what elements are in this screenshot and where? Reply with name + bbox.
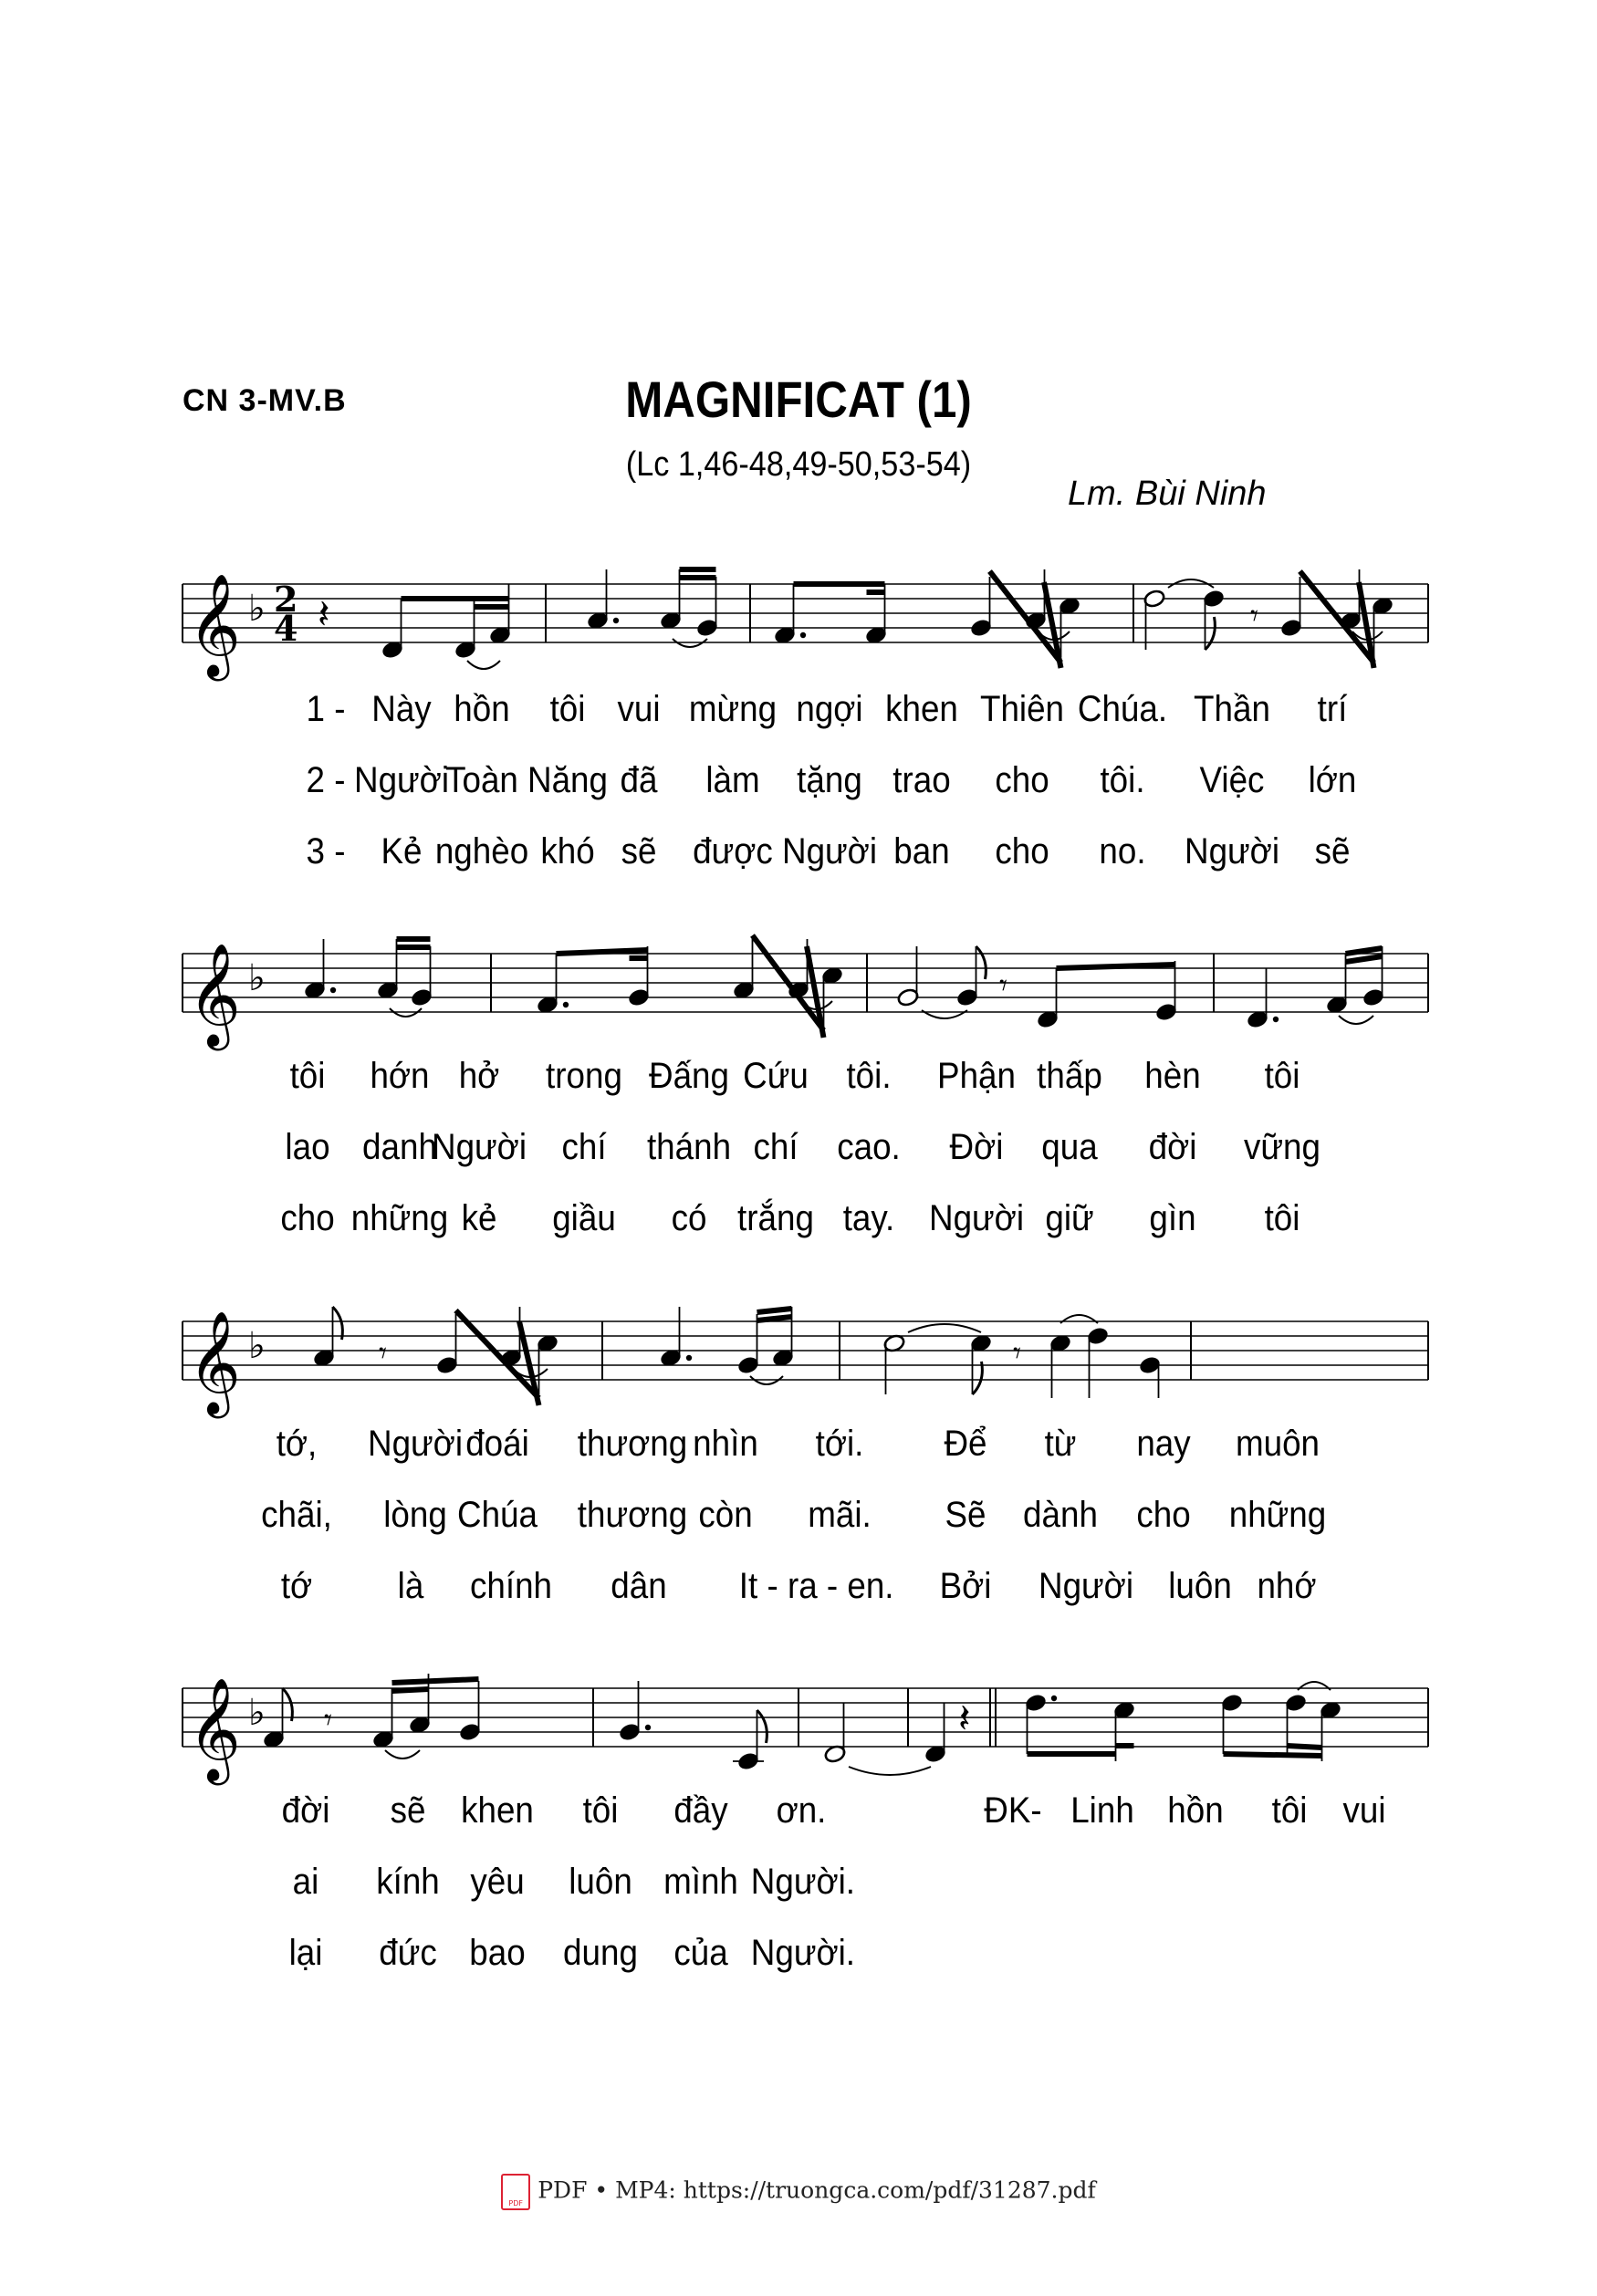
key-flat-icon: ♭ — [248, 1692, 266, 1734]
lyric-syllable: khen — [885, 689, 958, 729]
lyric-syllable: giữ — [1045, 1198, 1094, 1238]
note-flag — [333, 1307, 343, 1340]
lyric-syllable: những — [1228, 1495, 1327, 1535]
lyric-syllable: trao — [892, 760, 951, 800]
lyric-syllable: đời — [1148, 1127, 1197, 1167]
lyric-syllable: vui — [617, 689, 661, 729]
lyric-syllable: 1 - — [306, 689, 346, 729]
beam — [1346, 956, 1383, 962]
eighth-rest-icon: 𝄾 — [1013, 1335, 1022, 1372]
lyric-syllable: cho — [995, 760, 1049, 800]
lyric-syllable: Người — [1039, 1566, 1133, 1606]
key-flat-icon: ♭ — [248, 957, 266, 999]
lyric-syllable: Năng — [527, 760, 608, 800]
lyric-syllable: Người — [929, 1198, 1024, 1238]
treble-clef-icon: 𝄞 — [188, 1310, 241, 1414]
lyric-syllable: hồn — [454, 689, 510, 729]
lyric-syllable: từ — [1044, 1424, 1077, 1464]
lyric-syllable: chính — [469, 1566, 553, 1606]
time-signature-bottom: 4 — [274, 608, 298, 649]
beam — [1346, 948, 1383, 954]
lyric-syllable: hồn — [1167, 1790, 1224, 1831]
lyric-syllable: mình — [663, 1862, 738, 1902]
lyric-syllable: trí — [1317, 689, 1348, 729]
lyric-syllable: khen — [461, 1790, 534, 1831]
lyric-syllable: ai — [292, 1862, 319, 1902]
lyric-syllable: no. — [1099, 831, 1146, 871]
lyric-syllable: Đời — [949, 1127, 1004, 1167]
note-flag — [757, 1710, 767, 1743]
lyric-syllable: Thần — [1194, 689, 1270, 729]
lyric-syllable: chí — [753, 1127, 798, 1167]
lyric-syllable: ơn. — [776, 1790, 827, 1831]
lyric-syllable: tay. — [842, 1198, 895, 1238]
key-flat-icon: ♭ — [248, 1325, 266, 1367]
lyric-syllable: ngợi — [796, 689, 863, 729]
lyric-syllable: tôi — [1264, 1198, 1300, 1238]
lyric-syllable: tôi — [1271, 1790, 1308, 1831]
lyric-syllable: mừng — [688, 689, 778, 729]
lyric-syllable: Bởi — [939, 1566, 992, 1606]
lyric-syllable: dân — [611, 1566, 667, 1606]
lyric-syllable: gìn — [1149, 1198, 1196, 1238]
footer-text: PDF • MP4: https://truongca.com/pdf/31287.pdf — [538, 2176, 1096, 2204]
lyric-syllable: Người — [368, 1424, 463, 1464]
lyric-syllable: tôi — [582, 1790, 619, 1831]
lyric-syllable: làm — [705, 760, 760, 800]
lyric-syllable: Cứu — [743, 1056, 809, 1096]
note-flag — [1206, 617, 1216, 650]
pdf-icon: PDF — [501, 2174, 530, 2210]
lyric-syllable: tới. — [815, 1424, 864, 1464]
lyric-syllable: qua — [1041, 1127, 1098, 1167]
lyric-syllable: tớ — [280, 1566, 313, 1606]
beam — [757, 1309, 792, 1312]
lyric-syllable: lòng — [383, 1495, 447, 1535]
tie-slur — [467, 661, 500, 669]
lyric-syllable: Đấng — [649, 1056, 729, 1096]
lyric-syllable: Kẻ — [381, 831, 423, 871]
lyric-syllable: bao — [469, 1933, 526, 1973]
lyric-syllable: tôi — [1264, 1056, 1300, 1096]
lyric-syllable: cho — [995, 831, 1049, 871]
staff-system-2 — [0, 917, 1597, 1063]
lyric-syllable: danh — [362, 1127, 437, 1167]
lyric-syllable: những — [350, 1198, 449, 1238]
lyric-syllable: trắng — [737, 1198, 814, 1238]
lyric-syllable: mãi. — [808, 1495, 872, 1535]
lyric-syllable: 2 - — [306, 760, 346, 800]
beam — [519, 1321, 539, 1405]
lyric-syllable: được — [693, 831, 773, 871]
tie-slur — [908, 1324, 981, 1332]
lyric-syllable: Người. — [750, 1933, 856, 1973]
note-dot — [1273, 1017, 1279, 1022]
song-title: MAGNIFICAT (1) — [625, 370, 972, 428]
lyric-syllable: Này — [371, 689, 432, 729]
treble-clef-icon: 𝄞 — [188, 573, 241, 677]
lyric-syllable: Người — [432, 1127, 527, 1167]
lyric-syllable: dành — [1023, 1495, 1098, 1535]
lyric-syllable: có — [671, 1198, 707, 1238]
treble-clef-icon: 𝄞 — [188, 943, 241, 1047]
note-dot — [1051, 1696, 1057, 1701]
lyric-syllable: là — [397, 1566, 424, 1606]
song-code: CN 3-MV.B — [183, 383, 347, 418]
lyric-syllable: Thiên — [979, 689, 1065, 729]
note-dot — [800, 632, 806, 638]
lyric-syllable: sẽ — [390, 1790, 426, 1831]
lyric-syllable: tớ, — [276, 1424, 318, 1464]
staff-system-1 — [0, 548, 1597, 694]
note-dot — [563, 1002, 569, 1007]
lyric-syllable: tôi — [549, 689, 586, 729]
beam — [392, 1689, 429, 1691]
lyric-syllable: đã — [620, 760, 658, 800]
lyric-syllable: tôi. — [1100, 760, 1145, 800]
eighth-rest-icon: 𝄾 — [324, 1702, 333, 1738]
beam — [807, 946, 824, 1038]
beam — [757, 1317, 792, 1320]
eighth-rest-icon: 𝄾 — [1250, 598, 1259, 634]
lyric-syllable: sẽ — [1314, 831, 1351, 871]
lyric-syllable: nghèo — [434, 831, 529, 871]
beam — [1288, 1746, 1322, 1748]
beam — [1224, 1754, 1322, 1756]
lyric-syllable: thương — [577, 1424, 688, 1464]
lyric-syllable: tặng — [797, 760, 862, 800]
lyric-syllable: lao — [285, 1127, 330, 1167]
lyric-syllable: Việc — [1199, 760, 1265, 800]
lyric-syllable: Người. — [750, 1862, 856, 1902]
lyric-syllable: khó — [540, 831, 595, 871]
lyric-syllable: cho — [280, 1198, 335, 1238]
lyric-syllable: lại — [288, 1933, 323, 1973]
lyric-syllable: trong — [546, 1056, 622, 1096]
lyric-syllable: kính — [376, 1862, 440, 1902]
note-flag — [283, 1688, 293, 1721]
lyric-syllable: It - ra - en. — [738, 1566, 894, 1606]
lyric-syllable: tôi. — [846, 1056, 892, 1096]
lyric-syllable: Người — [354, 760, 449, 800]
note-flag — [976, 946, 986, 979]
lyric-syllable: nhớ — [1257, 1566, 1317, 1606]
lyric-syllable: Sẽ — [945, 1495, 986, 1535]
key-flat-icon: ♭ — [248, 588, 266, 630]
lyric-syllable: Toàn — [445, 760, 518, 800]
lyric-syllable: hớn — [370, 1056, 430, 1096]
lyric-syllable: dung — [563, 1933, 638, 1973]
lyric-syllable: ban — [893, 831, 950, 871]
note-dot — [613, 618, 619, 623]
lyric-syllable: của — [673, 1933, 728, 1973]
lyric-syllable: đoái — [465, 1424, 529, 1464]
lyric-syllable: sẽ — [621, 831, 657, 871]
lyric-syllable: Chúa — [457, 1495, 538, 1535]
lyric-syllable: đức — [379, 1933, 437, 1973]
quarter-rest-icon: 𝄽 — [958, 1696, 971, 1742]
lyric-syllable: đầy — [673, 1790, 728, 1831]
lyric-syllable: còn — [698, 1495, 753, 1535]
lyric-syllable: thương — [577, 1495, 688, 1535]
lyric-syllable: nay — [1136, 1424, 1191, 1464]
eighth-rest-icon: 𝄾 — [999, 967, 1008, 1004]
lyric-syllable: tôi — [289, 1056, 326, 1096]
lyric-syllable: 3 - — [306, 831, 346, 871]
scripture-reference: (Lc 1,46-48,49-50,53-54) — [625, 445, 972, 484]
tie-slur — [1339, 1016, 1373, 1024]
lyric-syllable: giầu — [552, 1198, 616, 1238]
beam — [392, 1679, 479, 1683]
lyric-syllable: Người — [1185, 831, 1279, 871]
lyric-syllable: đời — [281, 1790, 330, 1831]
treble-clef-icon: 𝄞 — [188, 1677, 241, 1781]
lyric-syllable: kẻ — [461, 1198, 497, 1238]
lyric-syllable: yêu — [470, 1862, 525, 1902]
staff-system-4 — [0, 1652, 1597, 1798]
beam — [1057, 965, 1175, 968]
lyric-syllable: cao. — [837, 1127, 901, 1167]
note-dot — [645, 1725, 651, 1730]
eighth-rest-icon: 𝄾 — [379, 1335, 388, 1372]
footer-link[interactable] — [0, 2174, 1597, 2210]
lyric-syllable: chí — [561, 1127, 607, 1167]
lyric-syllable: Linh — [1070, 1790, 1134, 1831]
lyric-syllable: hở — [458, 1056, 500, 1096]
lyric-syllable: Để — [944, 1424, 987, 1464]
composer-name: Lm. Bùi Ninh — [1068, 475, 1267, 513]
note-dot — [686, 1355, 692, 1361]
beam — [557, 950, 648, 954]
lyric-syllable: ĐK- — [984, 1790, 1042, 1831]
note-flag — [973, 1362, 983, 1394]
lyric-syllable: thấp — [1037, 1056, 1102, 1096]
lyric-syllable: Người — [782, 831, 877, 871]
lyric-syllable: thánh — [646, 1127, 732, 1167]
lyric-syllable: lớn — [1308, 760, 1357, 800]
lyric-syllable: Phận — [937, 1056, 1016, 1096]
lyric-syllable: hèn — [1144, 1056, 1201, 1096]
note-dot — [330, 987, 336, 993]
lyric-syllable: Chúa. — [1077, 689, 1168, 729]
lyric-syllable: nhìn — [693, 1424, 758, 1464]
tie-slur — [385, 1750, 420, 1759]
staff-system-3 — [0, 1285, 1597, 1431]
lyric-syllable: cho — [1136, 1495, 1191, 1535]
lyric-syllable: vững — [1244, 1127, 1320, 1167]
lyric-syllable: vui — [1342, 1790, 1386, 1831]
time-signature-top: 2 — [274, 579, 298, 620]
lyric-syllable: muôn — [1235, 1424, 1320, 1464]
tie-slur — [849, 1767, 931, 1775]
lyric-syllable: luôn — [569, 1862, 632, 1902]
lyric-syllable: luôn — [1168, 1566, 1232, 1606]
lyric-syllable: chãi, — [261, 1495, 332, 1535]
quarter-rest-icon: 𝄽 — [318, 591, 330, 638]
